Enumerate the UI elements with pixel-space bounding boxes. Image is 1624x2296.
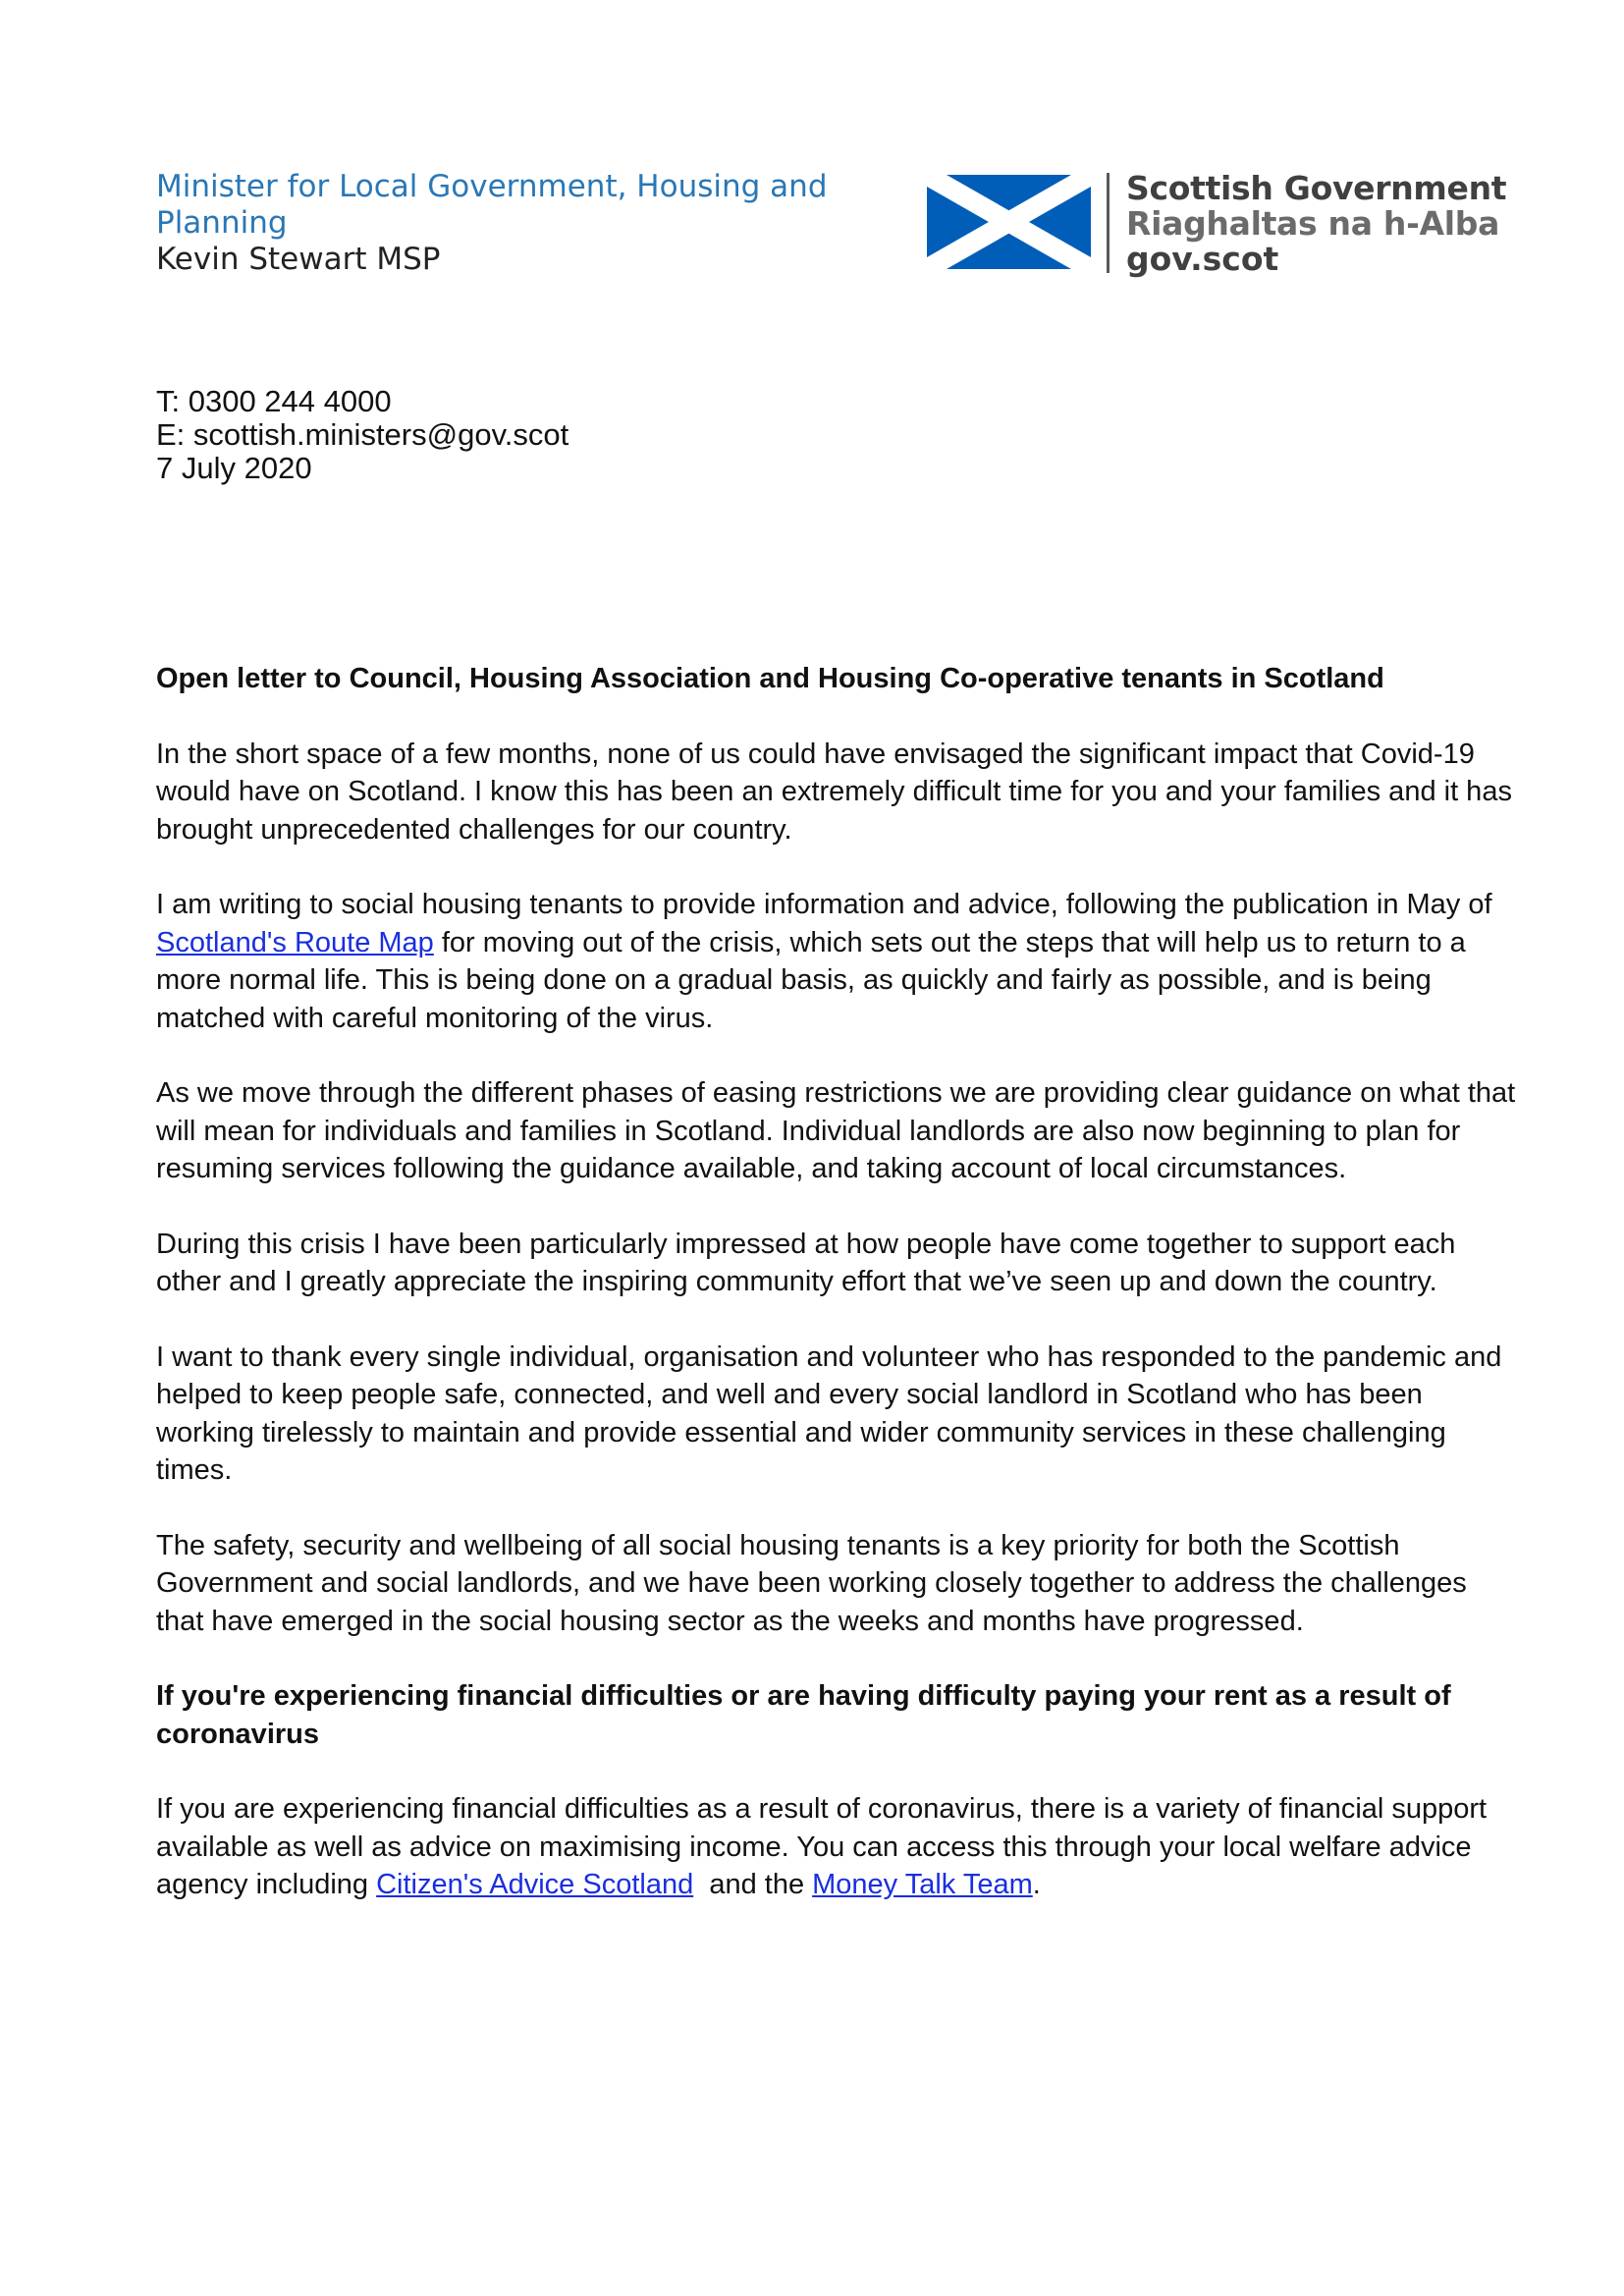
logo-divider (1107, 173, 1110, 273)
logo-wordmark (1126, 171, 1506, 277)
money-talk-team-link[interactable]: Money Talk Team (812, 1869, 1033, 1900)
contact-block (156, 385, 568, 485)
paragraph-7-text-middle: and the (693, 1869, 813, 1900)
paragraph-2-text-before: I am writing to social housing tenants to provide information and advice, following the publication in May of (156, 889, 1492, 920)
paragraph-5: I want to thank every single individual, organisation and volunteer who has responded to the pandemic and helped to keep people safe, connected, and well and every social landlord in Scotland who has been working tirelessly to maintain and provide essential and wider community services in these challenging times. (156, 1340, 1502, 1486)
scottish-government-logo (927, 169, 1507, 279)
logo-line-domain: gov.scot (1126, 240, 1279, 278)
letter-date: 7 July 2020 (156, 451, 312, 485)
paragraph-2-text-after: for moving out of the crisis, which sets out the steps that will help us to return to a more normal life. This is being done on a gradual basis, as quickly and fairly as possible, and is being matched with careful monitoring of the virus. (156, 926, 1466, 1034)
logo-line-gaelic: Riaghaltas na h-Alba (1126, 204, 1500, 243)
paragraph-7 (156, 1790, 1521, 1904)
financial-difficulties-heading: If you're experiencing financial difficulties or are having difficulty paying your rent as a result of coronavirus (156, 1680, 1451, 1750)
paragraph-7-text-after: . (1032, 1869, 1041, 1900)
paragraph-6: The safety, security and wellbeing of all social housing tenants is a key priority for both the Scottish Government and social landlords, and we have been working closely together to address the challenges that have emerged in the social housing sector as the weeks and months have progressed. (156, 1529, 1467, 1637)
paragraph-4: During this crisis I have been particularly impressed at how people have come together to support each other and I greatly appreciate the inspiring community effort that we’ve seen up and down the country. (156, 1228, 1456, 1297)
minister-name: Kevin Stewart MSP (156, 242, 441, 277)
contact-phone: T: 0300 244 4000 (156, 384, 392, 418)
saltire-flag-icon (927, 175, 1091, 269)
route-map-link[interactable]: Scotland's Route Map (156, 926, 434, 958)
paragraph-2 (156, 886, 1521, 1037)
paragraph-1: In the short space of a few months, none of us could have envisaged the significant impact that Covid-19 would have on Scotland. I know this has been an extremely difficult time for you and your families and it has brought unprecedented challenges for our country. (156, 738, 1512, 846)
paragraph-3: As we move through the different phases of easing restrictions we are providing clear guidance on what that will mean for individuals and families in Scotland. Individual landlords are also now beginning to plan for resuming services following the guidance available, and taking account of local circumstances. (156, 1077, 1516, 1184)
minister-title: Minister for Local Government, Housing and Planning (156, 169, 828, 241)
letter-heading: Open letter to Council, Housing Association and Housing Co-operative tenants in Scotland (156, 663, 1384, 694)
letter-body (156, 660, 1521, 1941)
contact-email: E: scottish.ministers@gov.scot (156, 417, 569, 452)
logo-line-english: Scottish Government (1126, 169, 1507, 207)
citizens-advice-link[interactable]: Citizen's Advice Scotland (376, 1869, 694, 1900)
paragraph-7-text-before: If you are experiencing financial difficulties as a result of coronavirus, there is a variety of financial support available as well as advice on maximising income. You can access this through your local welfare advice agency including (156, 1793, 1488, 1900)
